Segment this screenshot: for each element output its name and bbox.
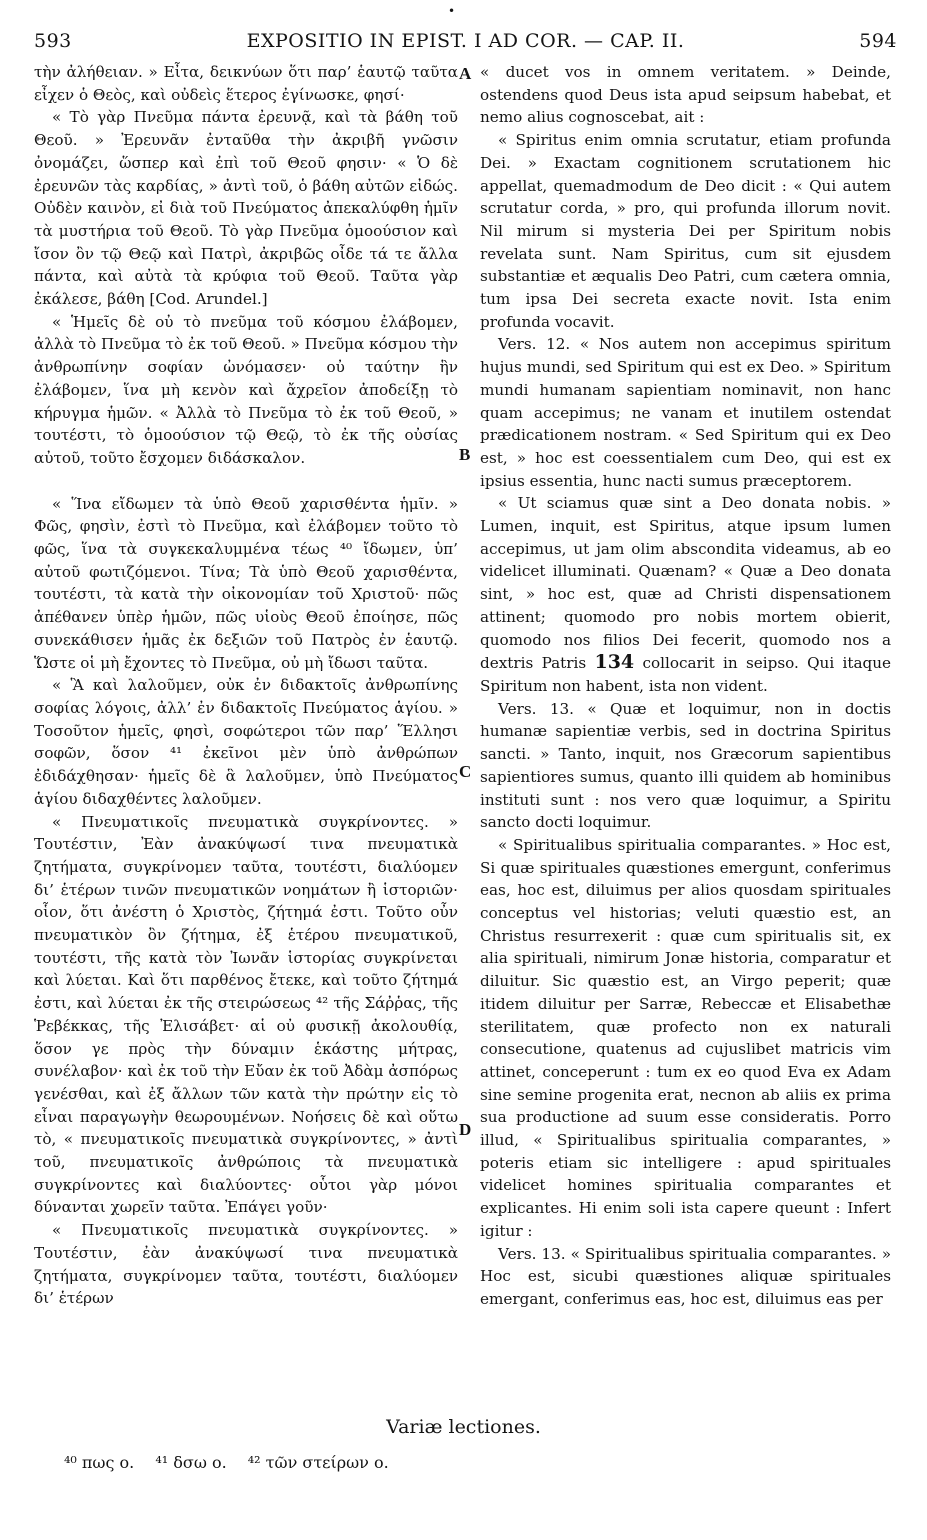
column-number: 134 (594, 651, 635, 674)
greek-paragraph: « Τὸ γὰρ Πνεῦμα πάντα ἐρευνᾷ, καὶ τὰ βάθη τοῦ Θεοῦ. » Ἐρευνᾶν ἐνταῦθα τὴν ἀκριβῆ γνῶσιν ὀνομάζει, ὥσπερ καὶ ἐπὶ τοῦ Θεοῦ φησιν· « Ὁ δὲ ἐρευνῶν τὰς καρδίας, » ἀντὶ τοῦ, ὁ βάθη αὐτῶν εἰδώς. Οὐδὲν καινὸν, εἰ διὰ τοῦ Πνεύματος ἀπεκαλύφθη ἡμῖν τὰ μυστήρια τοῦ Θεοῦ. Τὸ γὰρ Πνεῦμα ὁμοούσιον καὶ ἴσον ὂν τῷ Θεῷ καὶ Πατρὶ, ἀκριβῶς οἶδε τά τε ἄλλα πάντα, καὶ αὐτὰ τὰ κρύφια τοῦ Θεοῦ. Ταῦτα γὰρ ἐκάλεσε, βάθη [Cod. Arundel.] (34, 108, 458, 309)
section-marker-c: C (459, 762, 472, 781)
page-number-left: 593 (34, 30, 72, 52)
running-header (34, 30, 897, 60)
latin-paragraph: Vers. 12. « Nos autem non accepimus spiritum hujus mundi, sed Spiritum qui est ex Deo. » Spiritum mundi humanam sapientiam nominavit, non hanc quam accepimus; ne vanam et inutilem ostendat prædicationem nostram. « Sed Spiritum qui ex Deo est, » hoc est coessentialem cum Deo, qui est ex ipsius essentia, hunc nacti sumus præceptorem. (480, 335, 891, 490)
latin-paragraph: « ducet vos in omnem veritatem. » Deinde, ostendens quod Deus ista apud seipsum habebat, et nemo alius cognoscebat, ait : (480, 63, 891, 127)
variae-lectiones-heading: Variæ lectiones. (386, 1416, 541, 1438)
latin-paragraph: « Spiritualibus spiritualia comparantes. » Hoc est, Si quæ spirituales quæstiones emergunt, conferimus eas, hoc est, diluimus per alios quosdam spirituales conceptus vel historias; veluti quæstio est, an Christus resurrexerit : quæ cum spiritualis sit, ex alia spirituali, nimirum Jonæ historia, comparatur et diluitur. Sic quæstio est, an Virgo peperit; quæ itidem diluitur per Sarræ, Rebeccæ et Elisabethæ sterilitatem, quæ profecto non ex naturali consecutione, quatenus ad cujuslibet matricis vim attinet, conceperunt : tum ex eo quod Eva ex Adam sine semine progenita erat, necnon ab aliis ex prima sua productione ad suum esse consideratis. Porro illud, « Spiritualibus spiritualia comparantes, » poteris etiam sic intelligere : apud spirituales videlicet homines spiritualia comparantes et explicantes. Hi enim soli ista capere queunt : Infert igitur : (480, 835, 891, 1240)
latin-text: collocarit in seipso. Qui itaque Spiritum non habent, ista non vident. (480, 654, 891, 695)
section-marker-b: B (459, 445, 471, 464)
greek-paragraph: « Ἡμεῖς δὲ οὐ τὸ πνεῦμα τοῦ κόσμου ἐλάβομεν, ἀλλὰ τὸ Πνεῦμα τὸ ἐκ τοῦ Θεοῦ. » Πνεῦμα κόσμου τὴν ἀνθρωπίνην σοφίαν ὠνόμασεν· οὐ ταύτην ἣν ἐλάβομεν, ἵνα μὴ κενὸν καὶ ἄχρεῖον ἀποδείξῃ τὸ κήρυγμα ἡμῶν. « Ἀλλὰ τὸ Πνεῦμα τὸ ἐκ τοῦ Θεοῦ, » τουτέστι, τὸ ὁμοούσιον τῷ Θεῷ, τὸ ἐκ τῆς οὐσίας αὐτοῦ, τοῦτο ἔσχομεν διδάσκαλον. (34, 312, 458, 467)
latin-text: « Ut sciamus quæ sint a Deo donata nobis. » Lumen, inquit, est Spiritus, atque ipsum lumen accepimus, ut jam olim abscondita videamus, ab eo videlicet illuminati. Quænam? « Quæ a Deo donata sint, » hoc est, quæ ad Christi dispensationem attinent; quomodo pro nobis mortem obierit, quomodo nos filios Dei fecerit, quomodo nos a dextris Patris (480, 494, 891, 673)
running-title: EXPOSITIO IN EPIST. I AD COR. — CAP. II. (246, 30, 685, 52)
latin-paragraph: Vers. 13. « Quæ et loquimur, non in doctis humanæ sapientiæ verbis, sed in doctrina Spiritus sancti. » Tanto, inquit, nos Græcorum sapientibus sapientiores sumus, quanto illi quidem ab hominibus instituti sunt : nos vero quæ loquimur, a Spiritu sancto docti loquimur. (480, 699, 891, 832)
greek-paragraph: « Πνευματικοῖς πνευματικὰ συγκρίνοντες. » Τουτέστιν, ἐὰν ἀνακύψωσί τινα πνευματικὰ ζητήματα, συγκρίνομεν ταῦτα, τουτέστι, διαλύομεν δι’ ἑτέρων (34, 1221, 458, 1308)
footnotes (64, 1453, 405, 1472)
footnote: ⁴² τῶν στείρων ο. (247, 1453, 389, 1472)
section-marker-d: D (459, 1120, 472, 1139)
greek-paragraph: τὴν ἀλήθειαν. » Εἶτα, δεικνύων ὅτι παρ’ ἑαυτῷ ταῦτα εἶχεν ὁ Θεὸς, καὶ οὐδεὶς ἕτερος ἐγίνωσκε, φησί· (34, 63, 458, 104)
greek-paragraph: « Ἃ καὶ λαλοῦμεν, οὐκ ἐν διδακτοῖς ἀνθρωπίνης σοφίας λόγοις, ἀλλ’ ἐν διδακτοῖς Πνεύματος ἁγίου. » Τοσοῦτον ἡμεῖς, φησὶ, σοφώτεροι τῶν παρ’ Ἕλλησι σοφῶν, ὅσον ⁴¹ ἐκεῖνοι μὲν ὑπὸ ἀνθρώπων ἐδιδάχθησαν· ἡμεῖς δὲ ἃ λαλοῦμεν, ὑπὸ Πνεύματος ἁγίου διδαχθέντες λαλοῦμεν. (34, 676, 458, 808)
footnote: ⁴¹ δσω ο. (155, 1453, 227, 1472)
section-marker-a: A (459, 64, 472, 83)
greek-paragraph: « Ἵνα εἴδωμεν τὰ ὑπὸ Θεοῦ χαρισθέντα ἡμῖν. » Φῶς, φησὶν, ἐστὶ τὸ Πνεῦμα, καὶ ἐλάβομεν τοῦτο τὸ φῶς, ἵνα τὰ συγκεκαλυμμένα τέως ⁴⁰ ἴδωμεν, ὑπ’ αὐτοῦ φωτιζόμενοι. Τίνα; Τὰ ὑπὸ Θεοῦ χαρισθέντα, τουτέστι, τὰ κατὰ τὴν οἰκονομίαν τοῦ Χριστοῦ· πῶς ἀπέθανεν ὑπὲρ ἡμῶν, πῶς υἱοὺς Θεοῦ ἐποίησε, πῶς συνεκάθισεν ἡμᾶς ἐκ δεξιῶν τοῦ Πατρὸς ἐν ἑαυτῷ. Ὥστε οἱ μὴ ἔχοντες τὸ Πνεῦμα, οὐ μὴ ἴδωσι ταῦτα. (34, 494, 458, 672)
latin-paragraph: Vers. 13. « Spiritualibus spiritualia comparantes. » Hoc est, sicubi quæstiones aliquæ spirituales emergant, conferimus eas, hoc est, diluimus eas per (480, 1244, 891, 1308)
latin-column (480, 61, 891, 1421)
page-number-right: 594 (859, 30, 897, 52)
top-mark: • (448, 4, 456, 18)
greek-paragraph: « Πνευματικοῖς πνευματικὰ συγκρίνοντες. » Τουτέστιν, Ἐὰν ἀνακύψωσί τινα πνευματικὰ ζητήματα, συγκρίνομεν ταῦτα, τουτέστι, διαλύομεν δι’ ἑτέρων τινῶν πνευματικῶν νοημάτων ἢ ἱστοριῶν· οἷον, ὅτι ἀνέστη ὁ Χριστὸς, ζήτημά ἐστι. Τοῦτο οὖν πνευματικὸν ὂν ζήτημα, ἐξ ἑτέρου πνευματικοῦ, τουτέστι, τῆς κατὰ τὸν Ἰωνᾶν ἱστορίας συγκρίνεται καὶ λύεται. Καὶ ὅτι παρθένος ἔτεκε, καὶ τοῦτο ζήτημά ἐστι, καὶ λύεται ἐκ τῆς στειρώσεως ⁴² τῆς Σάῤῥας, τῆς Ῥεβέκκας, τῆς Ἐλισάβετ· αἱ οὐ φυσικῇ ἀκολουθίᾳ, ὅσον γε πρὸς τὴν δύναμιν ἑκάστης μήτρας, συνέλαβον· καὶ ἐκ τοῦ τὴν Εὔαν ἐκ τοῦ Ἀδὰμ ἀσπόρως γενέσθαι, καὶ ἐξ ἄλλων τῶν κατὰ τὴν πρώτην εἰς τὸ εἶναι παραγωγὴν θεωρουμένων. Νοήσεις δὲ καὶ οὕτω τὸ, « πνευματικοῖς πνευματικὰ συγκρίνοντες, » ἀντὶ τοῦ, πνευματικοῖς ἀνθρώποις τὰ πνευματικὰ συγκρίνοντες καὶ διαλύοντες· οὗτοι γὰρ μόνοι δύνανται χωρεῖν ταῦτα. Ἐπάγει γοῦν· (34, 812, 458, 1217)
latin-paragraph (480, 492, 891, 697)
footnote: ⁴⁰ πως ο. (64, 1453, 135, 1472)
greek-column (34, 61, 458, 1421)
latin-paragraph: « Spiritus enim omnia scrutatur, etiam profunda Dei. » Exactam cognitionem scrutationem hic appellat, quemadmodum de Deo dicit : « Qui autem scrutatur corda, » pro, qui profunda illorum novit. Nil mirum si mysteria Dei per Spiritum nobis revelata sunt. Nam Spiritus, cum sit ejusdem substantiæ et æqualis Deo Patri, cum cætera omnia, tum ipsa Dei secreta exacte novit. Ista enim profunda vocavit. (480, 131, 891, 331)
